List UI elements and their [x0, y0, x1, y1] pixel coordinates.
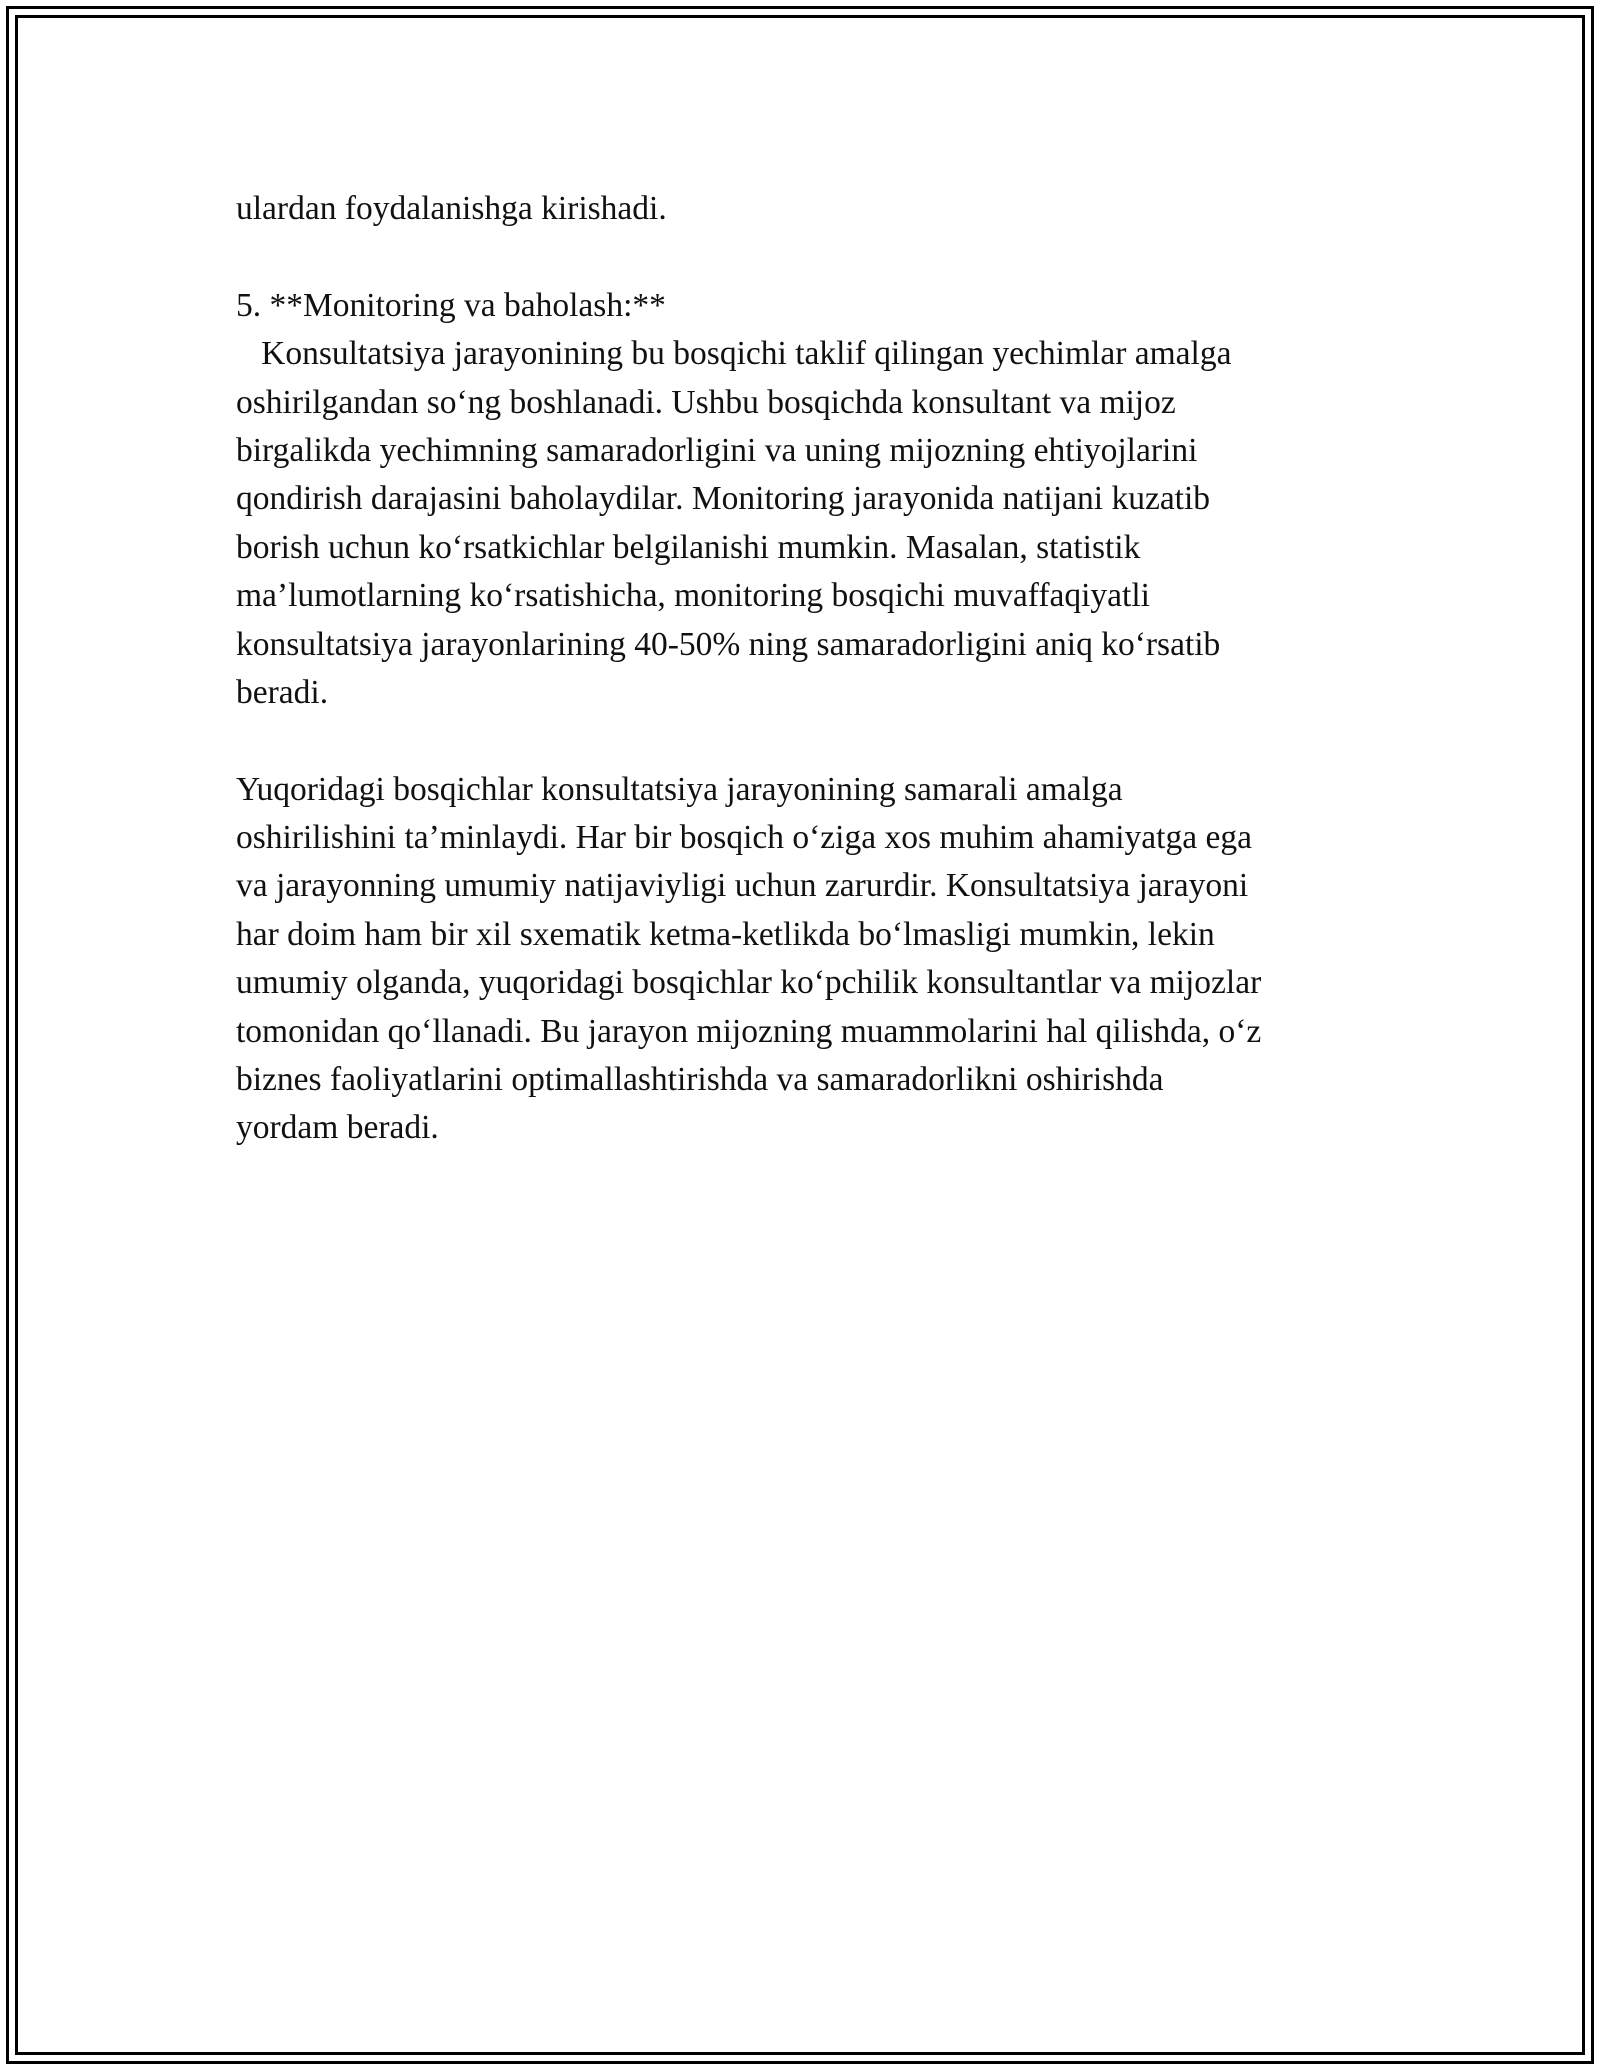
monitoring-paragraph — [236, 330, 1376, 717]
paragraph-line: ma’lumotlarning ko‘rsatishicha, monitoring bosqichi muvaffaqiyatli — [236, 577, 1150, 615]
paragraph-line: biznes faoliyatlarini optimallashtirishda va samaradorlikni oshirishda — [236, 1061, 1164, 1099]
paragraph-line: va jarayonning umumiy natijaviyligi uchun zarurdir. Konsultatsiya jarayoni — [236, 867, 1249, 905]
conclusion-paragraph — [236, 766, 1376, 1153]
paragraph-spacer — [236, 717, 1376, 765]
paragraph-line: yordam beradi. — [236, 1109, 439, 1147]
paragraph-line: umumiy olganda, yuqoridagi bosqichlar ko‘pchilik konsultantlar va mijozlar — [236, 964, 1262, 1002]
intro-line: ulardan foydalanishga kirishadi. — [236, 190, 667, 227]
paragraph-line: borish uchun ko‘rsatkichlar belgilanishi mumkin. Masalan, statistik — [236, 528, 1141, 566]
paragraph-line: qondirish darajasini baholaydilar. Monitoring jarayonida natijani kuzatib — [236, 480, 1211, 518]
paragraph-line: Yuqoridagi bosqichlar konsultatsiya jarayonining samarali amalga — [236, 770, 1123, 808]
paragraph-line: beradi. — [236, 673, 329, 711]
document-body — [236, 185, 1376, 1153]
paragraph-line: har doim ham bir xil sxematik ketma-ketlikda bo‘lmasligi mumkin, lekin — [236, 915, 1215, 953]
paragraph-line: konsultatsiya jarayonlarining 40-50% ning samaradorligini aniq ko‘rsatib — [236, 625, 1221, 663]
paragraph-line: oshirilishini ta’minlaydi. Har bir bosqich o‘ziga xos muhim ahamiyatga ega — [236, 819, 1252, 857]
paragraph-line: Konsultatsiya jarayonining bu bosqichi taklif qilingan yechimlar amalga — [236, 335, 1232, 373]
paragraph-line: tomonidan qo‘llanadi. Bu jarayon mijozning muammolarini hal qilishda, o‘z — [236, 1012, 1262, 1050]
paragraph-line: oshirilgandan so‘ng boshlanadi. Ushbu bosqichda konsultant va mijoz — [236, 383, 1176, 421]
section-heading: 5. **Monitoring va baholash:** — [236, 286, 666, 324]
paragraph-line: birgalikda yechimning samaradorligini va uning mijozning ehtiyojlarini — [236, 431, 1198, 469]
paragraph-spacer — [236, 233, 1376, 281]
